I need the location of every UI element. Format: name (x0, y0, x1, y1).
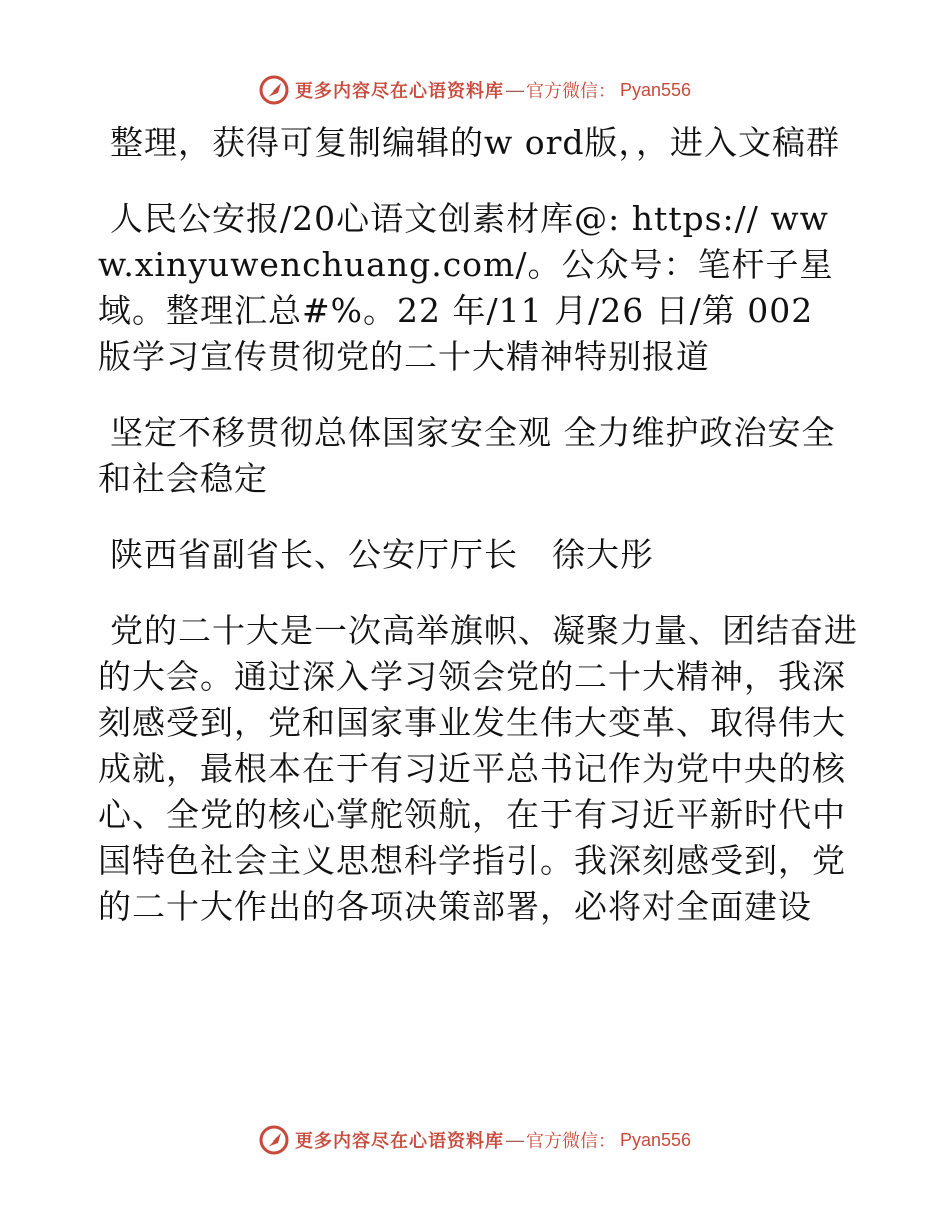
paragraph-source: 人民公安报/20心语文创素材库@: https:// www.xinyuwenchuang.com/。公众号：笔杆子星域。整理汇总#%。22 年/11 月/26 日/第 002 版学习宣传贯彻党的二十大精神特别报道 (98, 199, 834, 376)
banner-separator: — (505, 79, 524, 100)
paragraph-intro: 整理，获得可复制编辑的w ord版，，进入文稿群 (110, 123, 841, 162)
banner-title: 更多内容尽在心语资料库 (294, 81, 504, 101)
banner-wechat-label: 官方微信： (525, 1131, 616, 1151)
article-title: 坚定不移贯彻总体国家安全观 全力维护政治安全和社会稳定 (98, 413, 836, 498)
quill-logo-icon (259, 1125, 289, 1155)
quill-logo-icon (259, 75, 289, 105)
banner-separator: — (505, 1129, 524, 1150)
banner-wechat-id: Pyan556 (619, 1129, 692, 1150)
header-banner (0, 70, 950, 110)
banner-title: 更多内容尽在心语资料库 (294, 1131, 504, 1151)
document-body (98, 120, 858, 960)
banner-wechat-id: Pyan556 (619, 79, 692, 100)
article-author: 陕西省副省长、公安厅厅长 徐大彤 (110, 535, 654, 574)
banner-wechat-label: 官方微信： (525, 81, 616, 101)
paragraph-body: 党的二十大是一次高举旗帜、凝聚力量、团结奋进的大会。通过深入学习领会党的二十大精神，我深刻感受到，党和国家事业发生伟大变革、取得伟大成就，最根本在于有习近平总书记作为党中央的核心、全党的核心掌舵领航，在于有习近平新时代中国特色社会主义思想科学指引。我深刻感受到，党的二十大作出的各项决策部署，必将对全面建设 (98, 611, 858, 926)
footer-banner (0, 1120, 950, 1160)
